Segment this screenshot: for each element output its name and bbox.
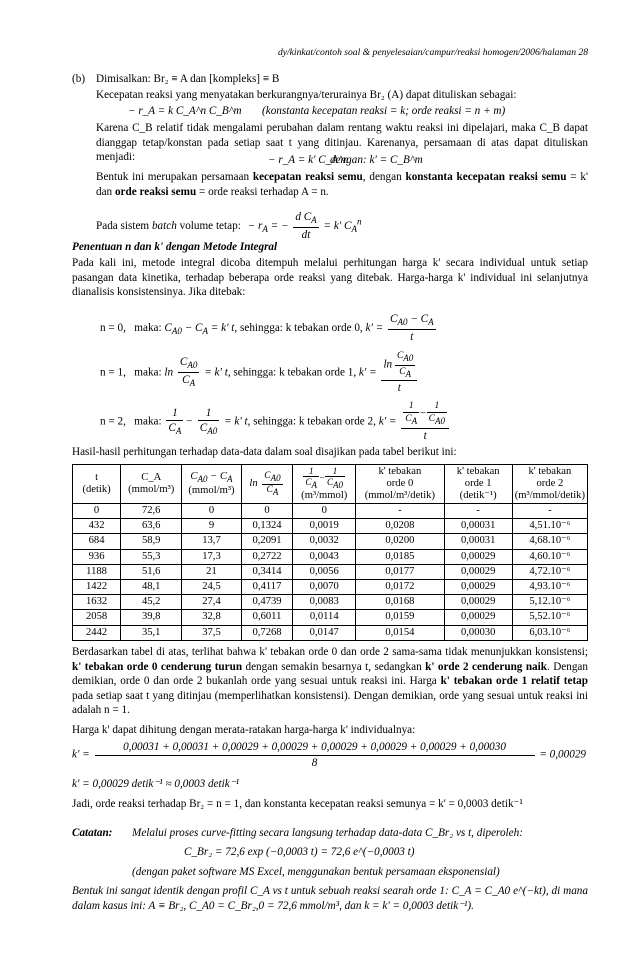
table-cell: 4,51.10⁻⁶ <box>512 519 587 534</box>
table-cell: 2058 <box>73 610 121 625</box>
table-row <box>73 534 588 549</box>
col-t: t (detik) <box>73 465 121 504</box>
table-cell: 0,4117 <box>241 579 293 594</box>
excel-note: (dengan paket software MS Excel, menggunakan bentuk persamaan eksponensial) <box>132 866 500 878</box>
table-cell: 0,3414 <box>241 564 293 579</box>
definition-line: Dimisalkan: Br₂ ≡ A dan [kompleks] ≡ B <box>96 73 280 85</box>
table-cell: 0,0114 <box>293 610 356 625</box>
table-row <box>73 549 588 564</box>
table-row <box>73 610 588 625</box>
table-cell: - <box>356 504 444 519</box>
note-label: Catatan: <box>72 827 113 839</box>
table-cell: 0,0043 <box>293 549 356 564</box>
table-cell: 55,3 <box>121 549 182 564</box>
average-intro: Harga k' dapat dihitung dengan merata-ratakan harga-harga k' individualnya: <box>72 724 416 736</box>
page-header: dy/kinkat/contoh soal & penyelesaian/campur/reaksi homogen/2006/halaman 28 <box>277 47 588 58</box>
table-cell: 32,8 <box>182 610 241 625</box>
table-cell: 63,6 <box>121 519 182 534</box>
table-cell: 35,1 <box>121 625 182 640</box>
table-cell: 9 <box>182 519 241 534</box>
col-ln-ratio: ln $\frac{C_{A0}}{C_A}$ <box>241 465 293 504</box>
table-cell: 4,93.10⁻⁶ <box>512 579 587 594</box>
table-cell: 0,0019 <box>293 519 356 534</box>
table-cell: 37,5 <box>182 625 241 640</box>
table-cell: 0,0208 <box>356 519 444 534</box>
col-k-order0: k' tebakan orde 0 (mmol/m³/detik) <box>356 465 444 504</box>
table-cell: 5,52.10⁻⁶ <box>512 610 587 625</box>
table-cell: 0,0185 <box>356 549 444 564</box>
table-cell: 0,00029 <box>444 549 512 564</box>
table-cell: 4,68.10⁻⁶ <box>512 534 587 549</box>
conclusion: Jadi, orde reaksi terhadap Br₂ = n = 1, dan konstanta kecepatan reaksi semunya = k' = 0,0003 detik⁻¹ <box>72 798 523 810</box>
table-cell: 17,3 <box>182 549 241 564</box>
table-cell: 0,00029 <box>444 595 512 610</box>
table-cell: 0,0200 <box>356 534 444 549</box>
table-row <box>73 504 588 519</box>
table-cell: 0,0032 <box>293 534 356 549</box>
table-cell: 72,6 <box>121 504 182 519</box>
table-cell: 48,1 <box>121 579 182 594</box>
col-k-order2: k' tebakan orde 2 (m³/mmol/detik) <box>512 465 587 504</box>
order-1-line: n = 1, maka: ln $\frac{C_{A0}}{C_A}$ = k' t, sehingga: k tebakan orde 1, k' = ln $\frac{C_{A0}}{C_A}$ t <box>100 350 419 396</box>
pseudo-rate-equation: − r_A = k' C_A^n <box>268 154 349 166</box>
table-cell: 5,12.10⁻⁶ <box>512 595 587 610</box>
table-cell: 0 <box>241 504 293 519</box>
table-cell: 1422 <box>73 579 121 594</box>
table-cell: 58,9 <box>121 534 182 549</box>
kinetics-table <box>72 464 588 641</box>
table-cell: 0,2091 <box>241 534 293 549</box>
table-cell: - <box>444 504 512 519</box>
table-cell: 21 <box>182 564 241 579</box>
col-ca: C_A (mmol/m³) <box>121 465 182 504</box>
table-cell: 2442 <box>73 625 121 640</box>
rate-note: (konstanta kecepatan reaksi = k; orde reaksi = n + m) <box>262 105 506 117</box>
table-cell: 0,0070 <box>293 579 356 594</box>
order-0-line: n = 0, maka: $C_{A0} - C_A = k'$ t, sehingga: k tebakan orde 0, k' = $\frac{C_{A0} - C_A}{t}$ <box>100 313 434 343</box>
table-cell: 1188 <box>73 564 121 579</box>
table-cell: 0 <box>182 504 241 519</box>
table-cell: 0,0083 <box>293 595 356 610</box>
average-equation: k' = 0,00031 + 0,00031 + 0,00029 + 0,00029 + 0,00029 + 0,00029 + 0,00029 + 0,00030 8 = 0,00029 <box>72 741 587 769</box>
table-cell: 0,00030 <box>444 625 512 640</box>
rate-equation: − r_A = k C_A^n C_B^m <box>128 105 242 117</box>
batch-line: Pada sistem batch volume tetap: − $r_A$ = − $\frac{d C_A}{dt}$ = k' $C_A^n$ <box>96 211 362 241</box>
table-cell: 45,2 <box>121 595 182 610</box>
table-cell: 0,0159 <box>356 610 444 625</box>
table-row <box>73 595 588 610</box>
average-result: k' = 0,00029 detik⁻¹ ≈ 0,0003 detik⁻¹ <box>72 778 239 790</box>
table-cell: - <box>512 504 587 519</box>
table-cell: 0,0056 <box>293 564 356 579</box>
table-cell: 4,72.10⁻⁶ <box>512 564 587 579</box>
table-cell: 0,2722 <box>241 549 293 564</box>
table-cell: 0,0172 <box>356 579 444 594</box>
table-intro: Hasil-hasil perhitungan terhadap data-data dalam soal disajikan pada tabel berikut ini: <box>72 446 457 458</box>
table-cell: 24,5 <box>182 579 241 594</box>
table-row <box>73 564 588 579</box>
table-cell: 684 <box>73 534 121 549</box>
table-cell: 0,00031 <box>444 534 512 549</box>
col-ca0-minus-ca: $C_{A0} - C_A$ (mmol/m³) <box>182 465 241 504</box>
fit-equation: C_Br₂ = 72,6 exp (−0,0003 t) = 72,6 e^(−0,0003 t) <box>184 846 415 858</box>
constant-cb-paragraph: Karena C_B relatif tidak mengalami perubahan dalam rentang waktu reaksi ini dipelajari, maka C_B dapat dianggap tetap/konstan pada setiap saat t yang ditinjau. Karenanya, persamaan di atas dapat dituliskan menjadi: <box>96 122 588 164</box>
pseudo-constant-def: dengan: k' = C_B^m <box>330 154 423 166</box>
table-row <box>73 519 588 534</box>
table-cell: 4,60.10⁻⁶ <box>512 549 587 564</box>
table-cell: 0,7268 <box>241 625 293 640</box>
table-cell: 13,7 <box>182 534 241 549</box>
col-inverse-diff: $\frac{1}{C_A}$ − $\frac{1}{C_{A0}}$ (m³/mmol) <box>293 465 356 504</box>
table-cell: 0,00031 <box>444 519 512 534</box>
order-2-line: n = 2, maka: $\frac{1}{C_A}$ − $\frac{1}{C_{A0}}$ = k' t, sehingga: k tebakan orde 2, k' = $\frac{1}{C_A}$ − $\frac{1}{C_{A0}}$ t <box>100 400 451 443</box>
table-cell: 0,4739 <box>241 595 293 610</box>
part-label: (b) <box>72 73 86 85</box>
table-row <box>73 579 588 594</box>
table-cell: 51,6 <box>121 564 182 579</box>
table-cell: 0,0168 <box>356 595 444 610</box>
table-cell: 0 <box>293 504 356 519</box>
final-paragraph: Bentuk ini sangat identik dengan profil C_A vs t untuk sebuah reaksi searah orde 1: C_A = C_A0 e^(−kt), di mana dalam kasus ini: A ≡ Br₂, C_A0 = C_Br₂,0 = 72,6 mmol/m³, dan k = k' = 0,0003 detik⁻¹). <box>72 885 588 912</box>
rate-intro: Kecepatan reaksi yang menyatakan berkurangnya/terurainya Br₂ (A) dapat dituliskan sebagai: <box>96 89 517 101</box>
col-k-order1: k' tebakan orde 1 (detik⁻¹) <box>444 465 512 504</box>
pseudo-rate-paragraph: Bentuk ini merupakan persamaan kecepatan reaksi semu, dengan konstanta kecepatan reaksi semu = k' dan orde reaksi semu = orde reaksi terhadap A = n. <box>96 171 588 198</box>
table-cell: 0,0147 <box>293 625 356 640</box>
table-cell: 0,1324 <box>241 519 293 534</box>
table-cell: 39,8 <box>121 610 182 625</box>
table-cell: 6,03.10⁻⁶ <box>512 625 587 640</box>
note-text: Melalui proses curve-fitting secara langsung terhadap data-data C_Br₂ vs t, diperoleh: <box>132 827 523 839</box>
table-cell: 0 <box>73 504 121 519</box>
analysis-paragraph: Berdasarkan tabel di atas, terlihat bahwa k' tebakan orde 0 dan orde 2 sama-sama tidak menunjukkan konsistensi; k' tebakan orde 0 cenderung turun dengan semakin besarnya t, sedangkan k' orde 2 cenderung naik. Dengan demikian, orde 0 dan orde 2 bukanlah orde yang sesuai untuk reaksi ini. Harga k' tebakan orde 1 relatif tetap pada setiap saat t yang ditinjau (memperlihatkan konsistensi). Dengan demikian, orde yang sesuai untuk reaksi ini adalah n = 1. <box>72 646 588 717</box>
table-cell: 1632 <box>73 595 121 610</box>
table-cell: 0,00029 <box>444 610 512 625</box>
table-cell: 0,00029 <box>444 564 512 579</box>
table-cell: 27,4 <box>182 595 241 610</box>
table-cell: 432 <box>73 519 121 534</box>
table-cell: 0,00029 <box>444 579 512 594</box>
table-cell: 936 <box>73 549 121 564</box>
table-cell: 0,0154 <box>356 625 444 640</box>
section-title: Penentuan n dan k' dengan Metode Integral <box>72 241 278 253</box>
table-row <box>73 625 588 640</box>
table-cell: 0,0177 <box>356 564 444 579</box>
table-cell: 0,6011 <box>241 610 293 625</box>
section-intro: Pada kali ini, metode integral dicoba ditempuh melalui perhitungan harga k' secara individual untuk setiap pasangan data kinetika, terhadap beberapa orde reaksi yang ditebak. Harga-harga k' individual ini selanjutnya dianalisis konsistensinya. Jika ditebak: <box>72 257 588 299</box>
